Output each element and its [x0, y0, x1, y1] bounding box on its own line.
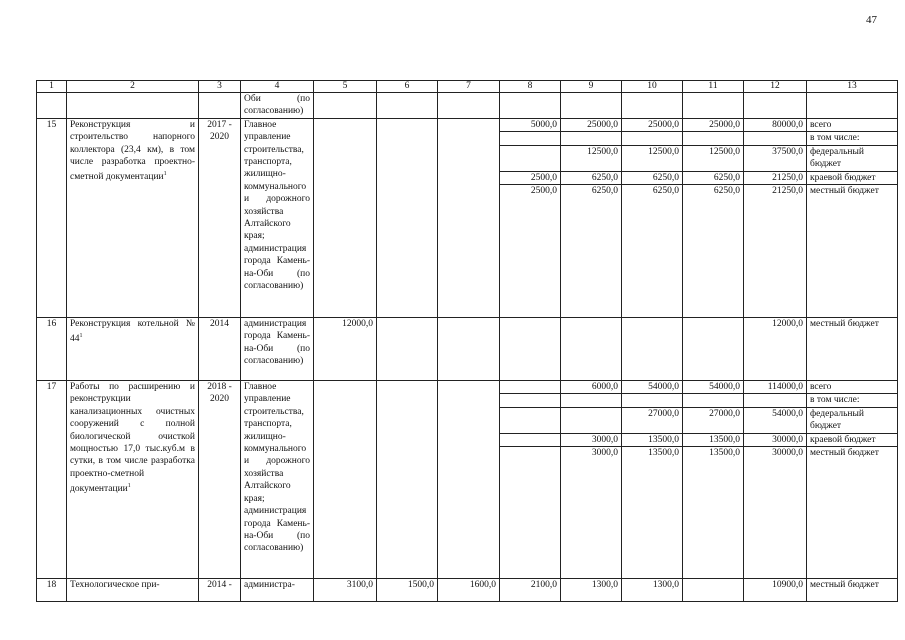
amount-cell: 1500,0: [377, 579, 438, 602]
executor-cell: администрация города Камень-на-Оби (по согласованию): [241, 318, 314, 381]
source-cell: местный бюджет: [807, 318, 898, 381]
amount-cell: 80000,0: [744, 118, 807, 131]
header-cell: 3: [199, 81, 241, 93]
amount-cell: 13500,0: [622, 433, 683, 446]
period: 2014 -: [199, 579, 241, 602]
amount-cell: 10900,0: [744, 579, 807, 602]
header-cell: 9: [561, 81, 622, 93]
amount-cell: 30000,0: [744, 447, 807, 579]
amount-cell: 54000,0: [622, 381, 683, 394]
amount-cell: 25000,0: [683, 118, 744, 131]
measure-name: Реконструкция и строительство напорного коллектора (23,4 км), в том числе разработка проектно-сметной документации$^1$: [67, 118, 199, 317]
amount-cell: 3100,0: [314, 579, 377, 602]
amount-cell: 6250,0: [622, 171, 683, 184]
amount-cell: 6250,0: [622, 185, 683, 318]
source-cell: местный бюджет: [807, 447, 898, 579]
amount-cell: 2500,0: [500, 171, 561, 184]
executor-cell: Главное управление строительства, транспорта, жилищно-коммунального и дорожного хозяйства Алтайского края; администрация города Камень-на-Оби (по согласованию): [241, 118, 314, 317]
row-number: 15: [37, 118, 67, 317]
amount-cell: 6250,0: [561, 171, 622, 184]
amount-cell: 6250,0: [561, 185, 622, 318]
amount-cell: 12500,0: [683, 145, 744, 171]
amount-cell: 12000,0: [314, 318, 377, 381]
amount-cell: 12000,0: [744, 318, 807, 381]
header-cell: 4: [241, 81, 314, 93]
measure-name: Технологическое при-: [67, 579, 199, 602]
header-cell: 13: [807, 81, 898, 93]
measure-name: Работы по расширению и реконструкции канализационных очистных сооружений с полной биологической очисткой мощностью 17,0 тыс.куб.м в сутки, в том числе разработка проектно-сметной документации$^1$: [67, 381, 199, 579]
amount-cell: 25000,0: [622, 118, 683, 131]
source-cell: всего: [807, 381, 898, 394]
table-row: [37, 318, 898, 381]
amount-cell: 1300,0: [622, 579, 683, 602]
header-cell: 6: [377, 81, 438, 93]
amount-cell: 30000,0: [744, 433, 807, 446]
amount-cell: 6250,0: [683, 171, 744, 184]
table-row: [37, 381, 898, 394]
page-number: 47: [866, 14, 877, 26]
amount-cell: 6000,0: [561, 381, 622, 394]
period: 2018 - 2020: [199, 381, 241, 579]
amount-cell: 2500,0: [500, 185, 561, 318]
source-cell: в том числе:: [807, 394, 898, 407]
amount-cell: 54000,0: [744, 407, 807, 433]
header-cell: 11: [683, 81, 744, 93]
row-number: 16: [37, 318, 67, 381]
source-cell: краевой бюджет: [807, 433, 898, 446]
period: 2017 - 2020: [199, 118, 241, 317]
amount-cell: 21250,0: [744, 171, 807, 184]
period: 2014: [199, 318, 241, 381]
header-cell: 1: [37, 81, 67, 93]
source-cell: местный бюджет: [807, 185, 898, 318]
row-number: 17: [37, 381, 67, 579]
amount-cell: 21250,0: [744, 185, 807, 318]
amount-cell: 27000,0: [683, 407, 744, 433]
amount-cell: 12500,0: [622, 145, 683, 171]
header-cell: 5: [314, 81, 377, 93]
amount-cell: 3000,0: [561, 447, 622, 579]
amount-cell: 54000,0: [683, 381, 744, 394]
header-cell: 10: [622, 81, 683, 93]
amount-cell: 3000,0: [561, 433, 622, 446]
table-row: [37, 93, 898, 119]
source-cell: местный бюджет: [807, 579, 898, 602]
measure-name: Реконструкция котельной № $44^1$: [67, 318, 199, 381]
amount-cell: 2100,0: [500, 579, 561, 602]
column-numbers-row: [37, 81, 898, 93]
amount-cell: 13500,0: [683, 433, 744, 446]
amount-cell: 1600,0: [438, 579, 500, 602]
amount-cell: 27000,0: [622, 407, 683, 433]
source-cell: в том числе:: [807, 132, 898, 145]
amount-cell: 5000,0: [500, 118, 561, 131]
amount-cell: 25000,0: [561, 118, 622, 131]
executor-cell: Оби (по согласованию): [241, 93, 314, 119]
amount-cell: 13500,0: [622, 447, 683, 579]
financing-table: [36, 80, 898, 602]
source-cell: всего: [807, 118, 898, 131]
executor-cell: администра-: [241, 579, 314, 602]
row-number: 18: [37, 579, 67, 602]
header-cell: 12: [744, 81, 807, 93]
amount-cell: 12500,0: [561, 145, 622, 171]
table-row: [37, 579, 898, 602]
header-cell: 8: [500, 81, 561, 93]
header-cell: 2: [67, 81, 199, 93]
amount-cell: 1300,0: [561, 579, 622, 602]
source-cell: краевой бюджет: [807, 171, 898, 184]
amount-cell: 6250,0: [683, 185, 744, 318]
table-row: [37, 118, 898, 131]
source-cell: федеральный бюджет: [807, 407, 898, 433]
header-cell: 7: [438, 81, 500, 93]
amount-cell: 13500,0: [683, 447, 744, 579]
source-cell: федеральный бюджет: [807, 145, 898, 171]
executor-cell: Главное управление строительства, транспорта, жилищно-коммунального и дорожного хозяйства Алтайского края; администрация города Камень-на-Оби (по согласованию): [241, 381, 314, 579]
amount-cell: 114000,0: [744, 381, 807, 394]
amount-cell: 37500,0: [744, 145, 807, 171]
